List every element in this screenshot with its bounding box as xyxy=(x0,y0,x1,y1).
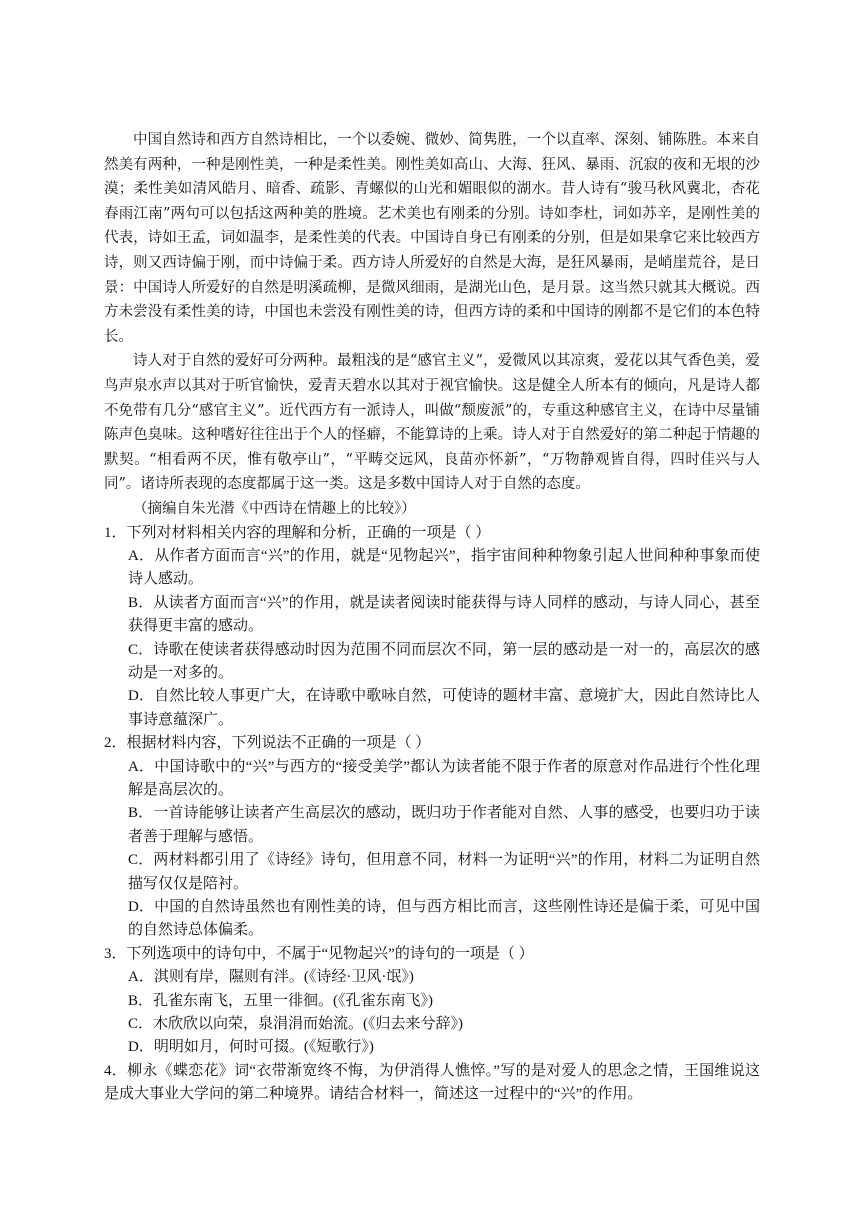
question-2 xyxy=(104,732,760,943)
question-stem: 2．根据材料内容，下列说法不正确的一项是（ ） xyxy=(104,735,431,752)
passage-paragraph-2: 诗人对于自然的爱好可分两种。最粗浅的是“感官主义”，爱微风以其凉爽，爱花以其气香色美，爱鸟声泉水声以其对于听官愉快，爱青天碧水以其对于视官愉快。这是健全人所本有的倾向，凡是诗人都不免带有几分“感官主义”。近代西方有一派诗人，叫做“颓废派”的，专重这种感官主义，在诗中尽量铺陈声色臭味。这种嗜好往往出于个人的怪癖，不能算诗的上乘。诗人对于自然爱好的第二种起于情趣的默契。“相看两不厌，惟有敬亭山”，“平畴交远风，良苗亦怀新”，“万物静观皆自得，四时佳兴与人同”。诸诗所表现的态度都属于这一类。这是多数中国诗人对于自然的态度。 xyxy=(104,353,760,493)
question-stem: 1．下列对材料相关内容的理解和分析，正确的一项是（ ） xyxy=(104,524,491,541)
option-list xyxy=(104,545,760,732)
question-stem: 4．柳永《蝶恋花》词“衣带渐宽终不悔，为伊消得人憔悴。”写的是对爱人的思念之情，王国维说这是成大事业大学问的第二种境界。请结合材料一，简述这一过程中的“兴”的作用。 xyxy=(104,1062,760,1103)
option-b[interactable]: B．孔雀东南飞，五里一徘徊。(《孔雀东南飞》) xyxy=(128,992,433,1009)
option-a[interactable]: A．淇则有岸，隰则有泮。(《诗经·卫风·氓》) xyxy=(128,969,414,986)
question-3 xyxy=(104,943,760,1060)
passage-source: （摘编自朱光潜《中西诗在情趣上的比较》） xyxy=(133,500,416,517)
option-c[interactable]: C．两材料都引用了《诗经》诗句，但用意不同，材料一为证明“兴”的作用，材料二为证明自然描写仅仅是陪衬。 xyxy=(128,852,760,892)
option-b[interactable]: B．一首诗能够让读者产生高层次的感动，既归功于作者能对自然、人事的感受，也要归功于读者善于理解与感悟。 xyxy=(128,805,760,845)
option-d[interactable]: D．自然比较人事更广大，在诗歌中歌咏自然，可使诗的题材丰富、意境扩大，因此自然诗比人事诗意蕴深广。 xyxy=(128,688,760,728)
option-list xyxy=(104,756,760,943)
reading-passage xyxy=(104,128,760,522)
question-1 xyxy=(104,522,760,733)
option-a[interactable]: A．中国诗歌中的“兴”与西方的“接受美学”都认为读者能不限于作者的原意对作品进行个性化理解是高层次的。 xyxy=(128,758,760,798)
option-c[interactable]: C．诗歌在使读者获得感动时因为范围不同而层次不同，第一层的感动是一对一的，高层次的感动是一对多的。 xyxy=(128,641,760,681)
passage-paragraph-1: 中国自然诗和西方自然诗相比，一个以委婉、微妙、简隽胜，一个以直率、深刻、铺陈胜。本来自然美有两种，一种是刚性美，一种是柔性美。刚性美如高山、大海、狂风、暴雨、沉寂的夜和无垠的沙漠；柔性美如清风皓月、暗香、疏影、青螺似的山光和媚眼似的湖水。昔人诗有“骏马秋风冀北，杏花春雨江南”两句可以包括这两种美的胜境。艺术美也有刚柔的分别。诗如李杜，词如苏辛，是刚性美的代表，诗如王孟，词如温李，是柔性美的代表。中国诗自身已有刚柔的分别，但是如果拿它来比较西方诗，则又西诗偏于刚，而中诗偏于柔。西方诗人所爱好的自然是大海，是狂风暴雨，是峭崖荒谷，是日景：中国诗人所爱好的自然是明溪疏柳，是微风细雨，是湖光山色，是月景。这当然只就其大概说。西方未尝没有柔性美的诗，中国也未尝没有刚性美的诗，但西方诗的柔和中国诗的刚都不是它们的本色特长。 xyxy=(104,132,760,345)
option-d[interactable]: D．中国的自然诗虽然也有刚性美的诗，但与西方相比而言，这些刚性诗还是偏于柔，可见中国的自然诗总体偏柔。 xyxy=(128,899,760,939)
question-list xyxy=(104,522,760,1107)
option-a[interactable]: A．从作者方面而言“兴”的作用，就是“见物起兴”，指宇宙间种种物象引起人世间种种事象而使诗人感动。 xyxy=(128,547,760,588)
question-stem: 3．下列选项中的诗句中，不属于“见物起兴”的诗句的一项是（ ） xyxy=(104,945,534,962)
question-4 xyxy=(104,1060,760,1107)
option-list xyxy=(104,966,760,1060)
option-b[interactable]: B．从读者方面而言“兴”的作用，就是读者阅读时能获得与诗人同样的感动，与诗人同心，甚至获得更丰富的感动。 xyxy=(128,594,760,635)
option-d[interactable]: D．明明如月，何时可掇。(《短歌行》) xyxy=(128,1039,374,1056)
option-c[interactable]: C．木欣欣以向荣，泉涓涓而始流。(《归去来兮辞》) xyxy=(128,1016,463,1033)
